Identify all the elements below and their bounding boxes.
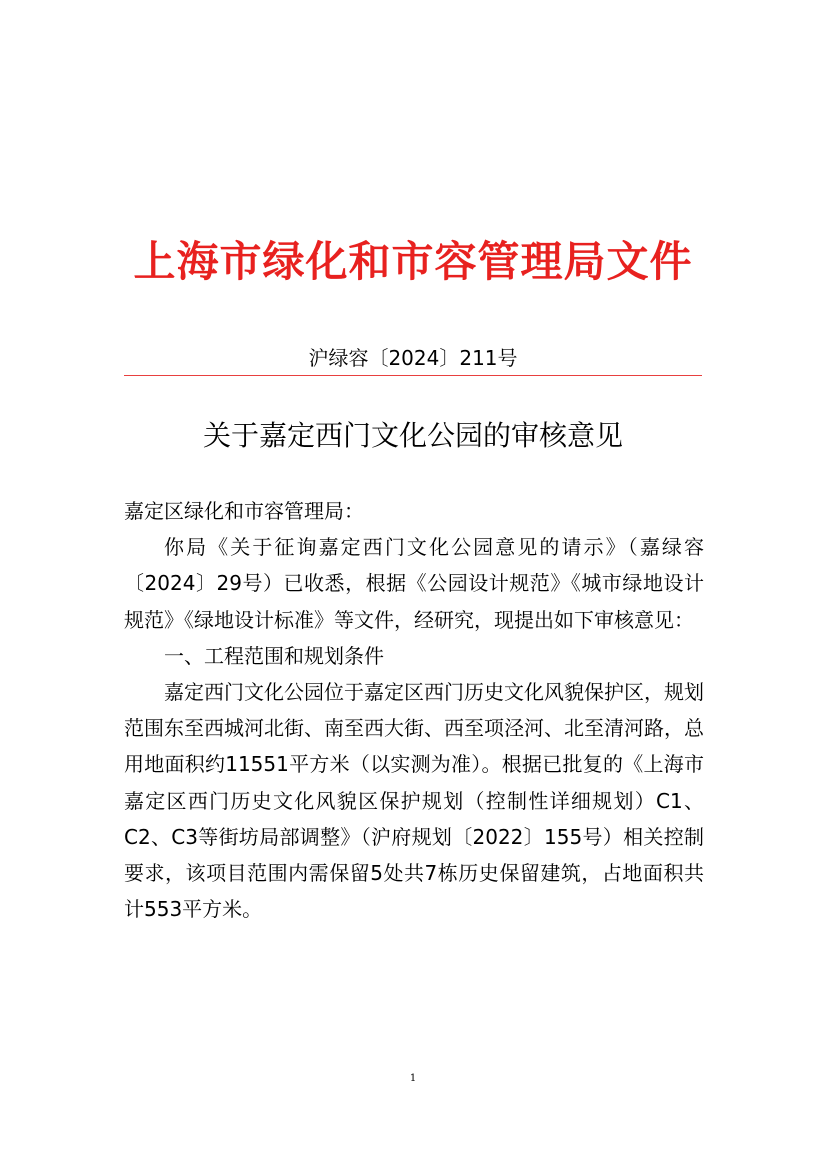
- body-paragraph: 嘉定西门文化公园位于嘉定区西门历史文化风貌保护区，规划范围东至西城河北街、南至西大街、西至项泾河、北至清河路，总用地面积约11551平方米（以实测为准）。根据已批复的《上海市嘉定区西门历史文化风貌区保护规划（控制性详细规划）C1、C2、C3等街坊局部调整》（沪府规划〔2022〕155号）相关控制要求，该项目范围内需保留5处共7栋历史保留建筑，占地面积共计553平方米。: [124, 680, 704, 922]
- addressee: 嘉定区绿化和市容管理局：: [124, 499, 364, 523]
- document-number: 沪绿容〔2024〕211号: [308, 346, 518, 370]
- section-heading: 一、工程范围和规划条件: [164, 643, 384, 668]
- issuer-heading: 上海市绿化和市容管理局文件: [133, 237, 693, 286]
- red-separator-line: [124, 375, 702, 376]
- document-title: 关于嘉定西门文化公园的审核意见: [202, 419, 623, 452]
- page-number: 1: [409, 1073, 417, 1084]
- document-body: [124, 493, 704, 927]
- body-paragraph: 你局《关于征询嘉定西门文化公园意见的请示》（嘉绿容〔2024〕29号）已收悉，根据《公园设计规范》《城市绿地设计规范》《绿地设计标准》等文件，经研究，现提出如下审核意见：: [124, 535, 704, 632]
